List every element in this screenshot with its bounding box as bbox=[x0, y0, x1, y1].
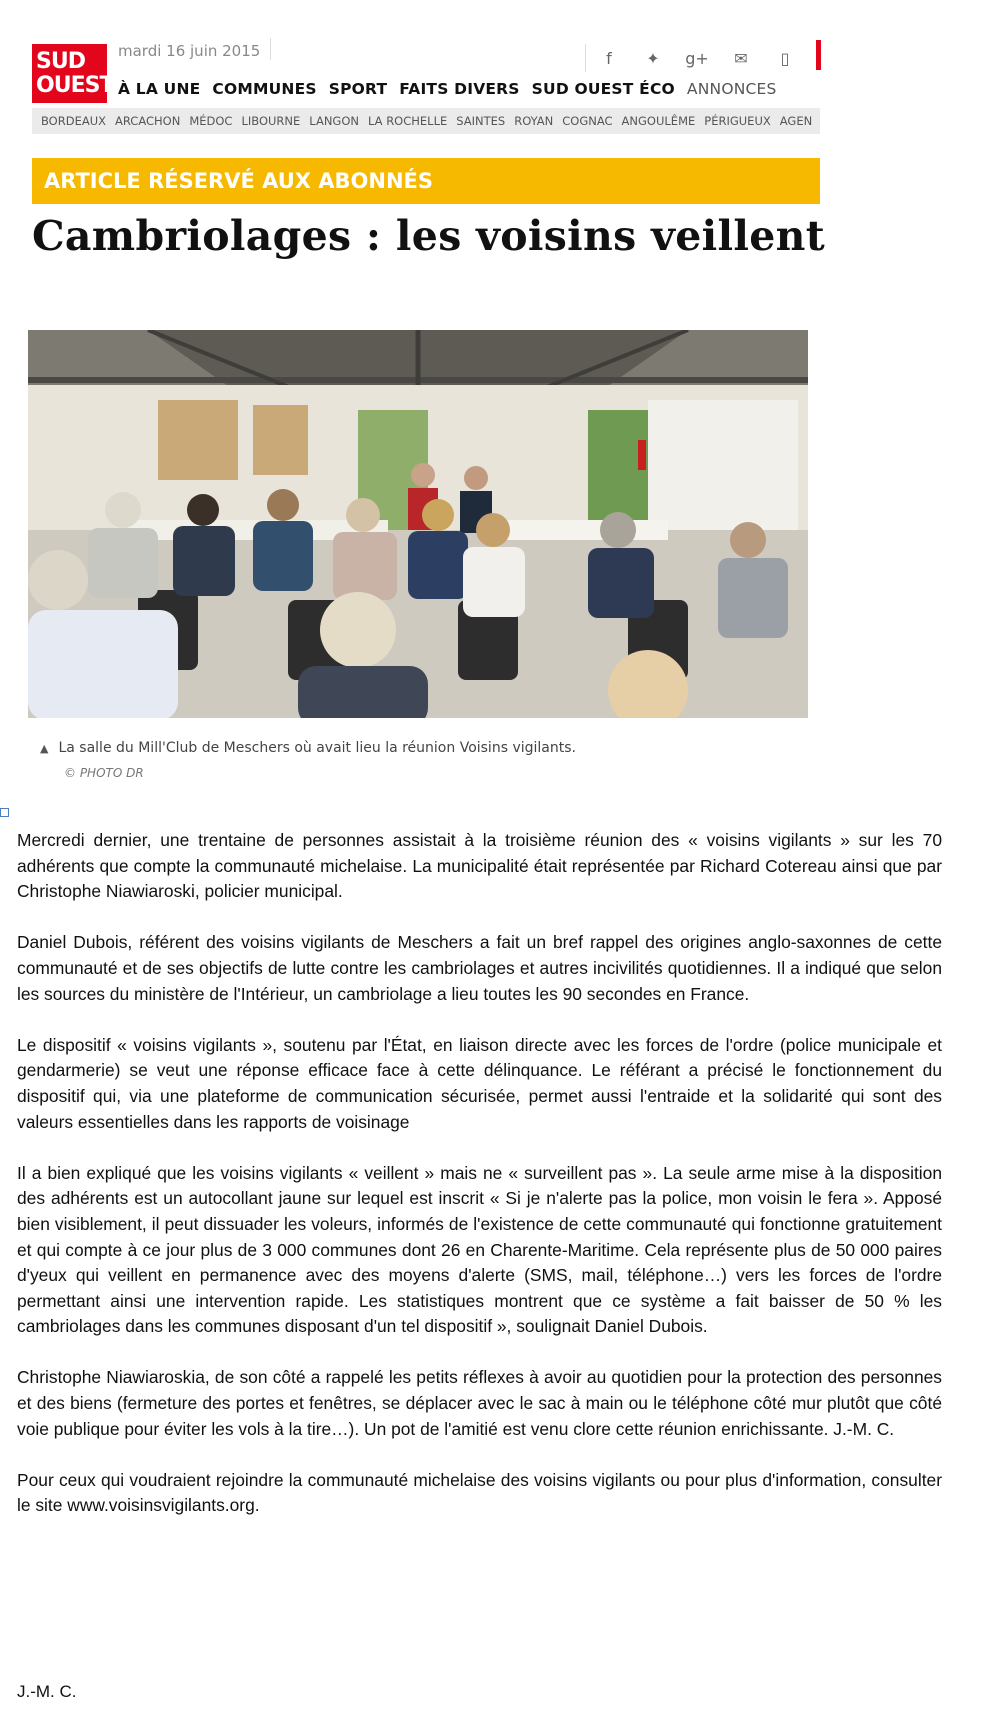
city-link[interactable]: LIBOURNE bbox=[241, 114, 301, 128]
article-paragraph: Pour ceux qui voudraient rejoindre la communauté michelaise des voisins vigilants ou pour plus d'information, consulter le site www.voisinsvigilants.org. bbox=[17, 1469, 942, 1516]
city-link[interactable]: LANGON bbox=[309, 114, 359, 128]
caption-text: La salle du Mill'Club de Meschers où avait lieu la réunion Voisins vigilants. bbox=[58, 740, 576, 756]
google-plus-icon[interactable]: g+ bbox=[685, 48, 709, 68]
city-link[interactable]: ANGOULÊME bbox=[621, 114, 696, 128]
article-paragraph: Mercredi dernier, une trentaine de personnes assistait à la troisième réunion des « voisins vigilants » sur les 70 adhérents que compte la communauté michelaise. La municipalité était représentée par Richard Cotereau ainsi que par Christophe Niawiaroski, policier municipal. bbox=[17, 830, 942, 902]
photo-caption bbox=[40, 740, 576, 756]
mail-icon[interactable]: ✉ bbox=[734, 48, 748, 68]
caption-arrow-icon: ▲ bbox=[40, 742, 49, 755]
city-link[interactable]: LA ROCHELLE bbox=[368, 114, 448, 128]
menu-accent-bar bbox=[816, 40, 821, 70]
nav-item-faits-divers[interactable]: FAITS DIVERS bbox=[399, 80, 520, 98]
logo-line-2: OUEST bbox=[36, 73, 114, 98]
subscriber-banner: ARTICLE RÉSERVÉ AUX ABONNÉS bbox=[32, 158, 820, 204]
twitter-icon[interactable]: ✦ bbox=[646, 48, 660, 68]
nav-item-annonces[interactable]: ANNONCES bbox=[686, 80, 777, 98]
city-link[interactable]: AGEN bbox=[779, 114, 813, 128]
article-photo bbox=[28, 330, 808, 718]
photo-credit: © PHOTO DR bbox=[64, 766, 144, 780]
article-paragraph: Le dispositif « voisins vigilants », soutenu par l'État, en liaison directe avec les forces de l'ordre (police municipale et gendarmerie) se veut une réponse efficace face à cette délinquance. Le référant a précisé le fonctionnement du dispositif qui, via une plateforme de communication sécurisée, permet aussi l'entraide et la solidarité qui sont des valeurs essentielles dans les rapports de voisinage bbox=[17, 1034, 942, 1132]
article-signature: J.-M. C. bbox=[17, 1682, 77, 1701]
article-paragraph: Christophe Niawiaroskia, de son côté a rappelé les petits réflexes à avoir au quotidien pour la protection des personnes et des biens (fermeture des portes et fenêtres, se déplacer avec le sac à main ou le téléphone côté mur plutôt que côté voie publique pour éviter les vols à la tire…). Un pot de l'amitié est venu clore cette réunion enrichissante. J.-M. C. bbox=[17, 1367, 942, 1439]
city-link[interactable]: COGNAC bbox=[562, 114, 613, 128]
social-divider bbox=[585, 44, 586, 72]
article-body bbox=[17, 828, 942, 1545]
account-icon[interactable]: ▯ bbox=[780, 48, 790, 68]
city-link[interactable]: MÉDOC bbox=[189, 114, 233, 128]
logo-line-1: SUD bbox=[36, 49, 85, 74]
main-navigation bbox=[118, 80, 789, 98]
facebook-icon[interactable]: f bbox=[606, 48, 612, 68]
nav-item-communes[interactable]: COMMUNES bbox=[212, 80, 317, 98]
social-toolbar bbox=[585, 46, 818, 70]
city-link[interactable]: ROYAN bbox=[514, 114, 554, 128]
publication-date: mardi 16 juin 2015 bbox=[118, 42, 261, 60]
city-link[interactable]: ARCACHON bbox=[115, 114, 181, 128]
nav-item-a-la-une[interactable]: À LA UNE bbox=[118, 80, 201, 98]
article-paragraph: Daniel Dubois, référent des voisins vigilants de Meschers a fait un bref rappel des origines anglo-saxonnes de cette communauté et de ses objectifs de lutte contre les cambriolages et autres incivilités quotidiennes. Il a indiqué que selon les sources du ministère de l'Intérieur, un cambriolage a lieu toutes les 90 secondes en France. bbox=[17, 932, 942, 1004]
site-logo[interactable] bbox=[32, 44, 114, 103]
article-paragraph: Il a bien expliqué que les voisins vigilants « veillent » mais ne « surveillent pas ». La seule arme mise à la disposition des adhérents est un autocollant jaune sur lequel est inscrit « Si je n'alerte pas la police, mon voisin le fera ». Apposé bien visiblement, il peut dissuader les voleurs, informés de l'existence de cette communauté qui fonctionne gratuitement et qui compte à ce jour plus de 3 000 communes dont 26 en Charente-Maritime. Cela représente plus de 50 000 paires d'yeux qui veillent en permanence avec des moyens d'alerte (SMS, mail, téléphone…) vers les forces de l'ordre permettant ainsi une intervention rapide. Les statistiques montrent que ce système a fait baisser de 50 % les cambriolages dans les communes disposant d'un tel dispositif », soulignait Daniel Dubois. bbox=[17, 1162, 942, 1337]
city-link[interactable]: SAINTES bbox=[456, 114, 506, 128]
nav-item-sport[interactable]: SPORT bbox=[328, 80, 388, 98]
article-headline: Cambriolages : les voisins veillent bbox=[32, 212, 825, 260]
meeting-room-illustration bbox=[28, 330, 808, 718]
cities-navigation bbox=[32, 108, 820, 134]
city-link[interactable]: BORDEAUX bbox=[41, 114, 107, 128]
city-link[interactable]: PÉRIGUEUX bbox=[704, 114, 771, 128]
nav-item-sud-ouest-eco[interactable]: SUD OUEST ÉCO bbox=[531, 80, 675, 98]
anchor-handle-icon[interactable] bbox=[0, 808, 9, 817]
header-divider bbox=[270, 38, 271, 60]
